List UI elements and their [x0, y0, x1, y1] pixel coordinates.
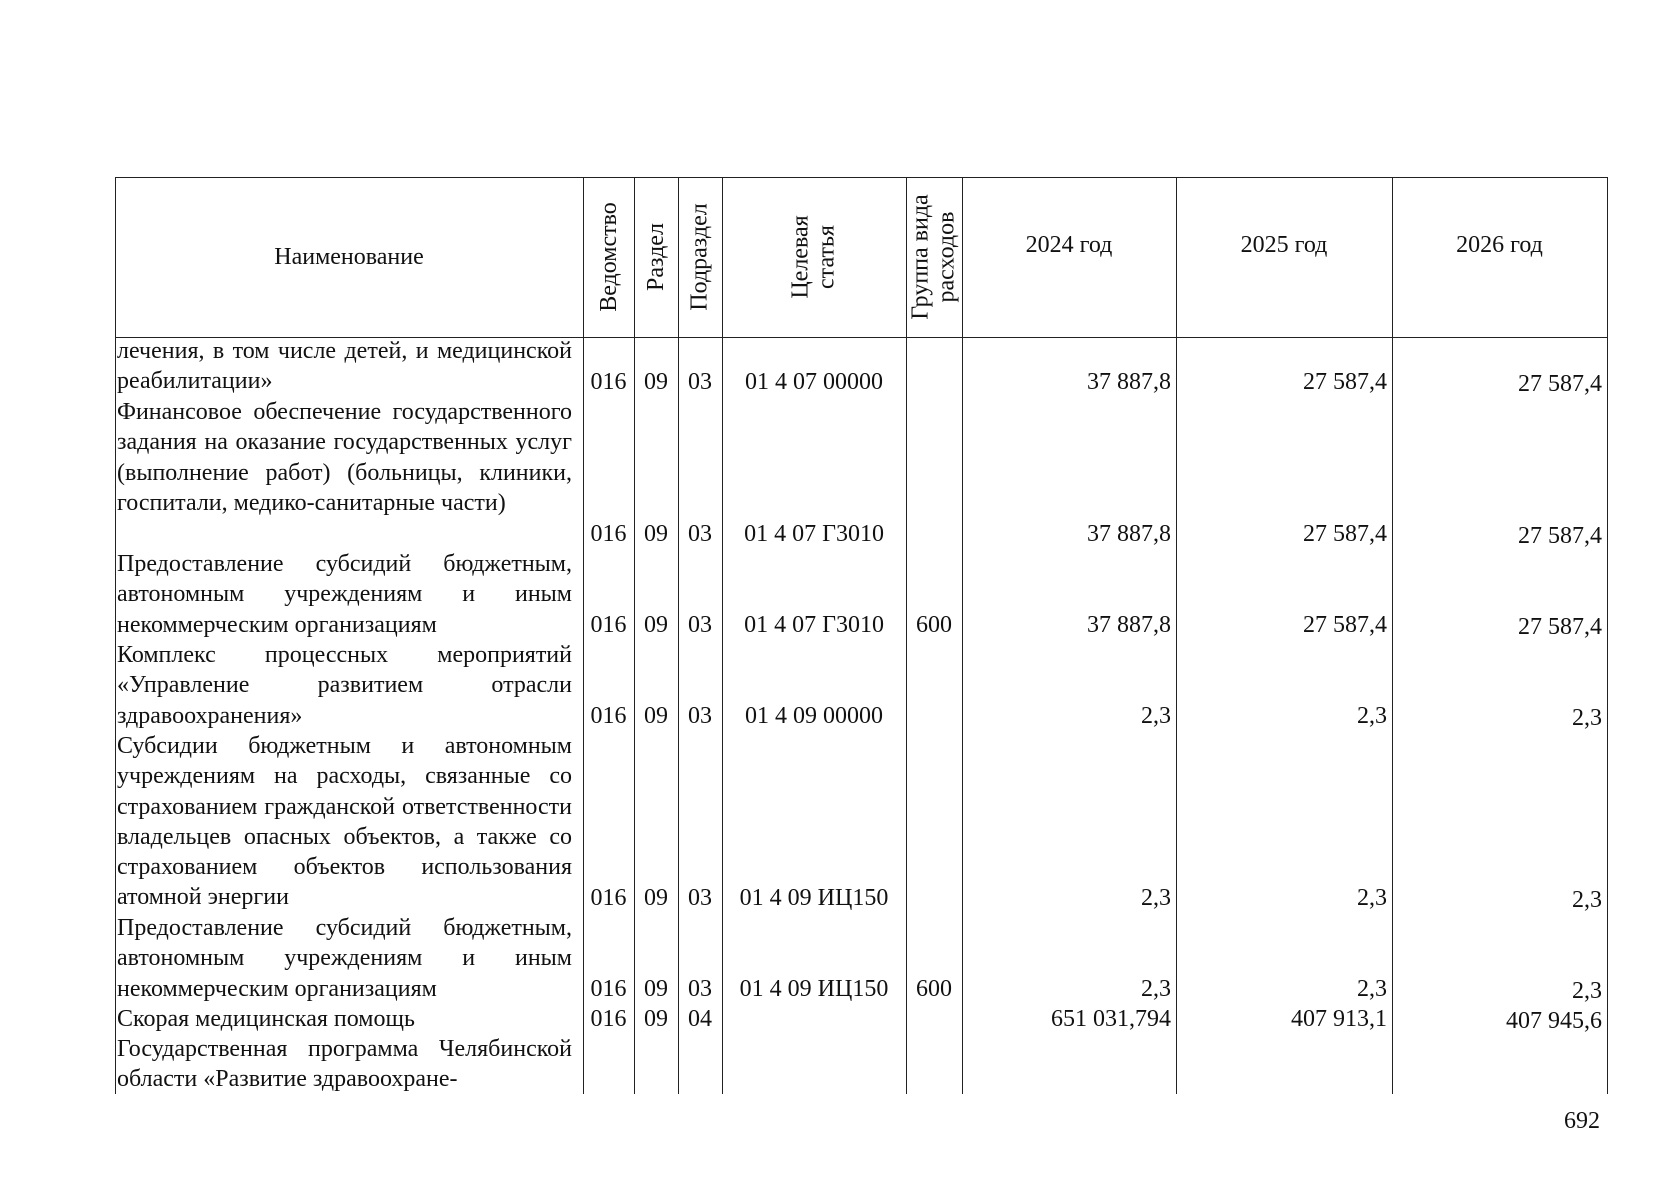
- table-row-name: Предоставление субсидий бюджетным, автономным учреждениям и иным некоммерческим организациям: [117, 551, 572, 638]
- table-row-2024: 651 031,794: [1051, 1006, 1171, 1032]
- table-row-razdel: 09: [644, 885, 668, 911]
- table-row-podrazdel: 03: [688, 521, 712, 547]
- table-row-2024: 37 887,8: [1087, 369, 1171, 395]
- table-row-2025: 2,3: [1357, 885, 1387, 911]
- table-row-2026: 27 587,4: [1518, 614, 1602, 640]
- header-2025: 2025 год: [1240, 232, 1328, 258]
- page-number: 692: [1564, 1108, 1600, 1134]
- table-row-razdel: 09: [644, 369, 668, 395]
- table-row-2025: 27 587,4: [1303, 521, 1387, 547]
- table-row-podrazdel: 03: [688, 612, 712, 638]
- header-gruppa-line2: расходов: [934, 211, 960, 303]
- table-row-razdel: 09: [644, 612, 668, 638]
- table-row-razdel: 09: [644, 703, 668, 729]
- header-podrazdel: Подраздел: [687, 203, 714, 311]
- table-row-tselevaya: 01 4 09 ИЦ150: [739, 885, 889, 911]
- header-2026: 2026 год: [1456, 232, 1543, 258]
- col-border-right: [1607, 177, 1608, 1094]
- table-row-gruppa: 600: [916, 612, 952, 638]
- table-row-razdel: 09: [644, 1006, 668, 1032]
- table-row-2024: 2,3: [1141, 703, 1171, 729]
- table-row-razdel: 09: [644, 521, 668, 547]
- table-row-2025: 2,3: [1357, 976, 1387, 1002]
- table-row-2026: 27 587,4: [1518, 523, 1602, 549]
- header-tselevaya-line2: статья: [813, 225, 840, 289]
- table-row-ved: 016: [590, 1006, 627, 1032]
- table-row-name: Государственная программа Челябинской области «Развитие здравоохране-: [117, 1036, 572, 1093]
- table-row-2024: 2,3: [1141, 976, 1171, 1002]
- table-row-razdel: 09: [644, 976, 668, 1002]
- table-row-name: Субсидии бюджетным и автономным учреждениям на расходы, связанные со страхованием гражданской ответственности владельцев опасных объектов, а также со страхованием объектов использования атомной энергии: [117, 733, 572, 911]
- table-row-2024: 37 887,8: [1087, 612, 1171, 638]
- table-row-podrazdel: 03: [688, 703, 712, 729]
- table-row-tselevaya: 01 4 07 Г3010: [744, 612, 884, 638]
- table-row-2026: 2,3: [1572, 887, 1602, 913]
- header-2024: 2024 год: [1025, 232, 1113, 258]
- table-row-name: лечения, в том числе детей, и медицинской реабилитации»: [117, 338, 572, 395]
- table-row-2026: 407 945,6: [1506, 1008, 1602, 1034]
- table-row-ved: 016: [590, 976, 627, 1002]
- table-row-name: Финансовое обеспечение государственного задания на оказание государственных услуг (выполнение работ) (больницы, клиники, госпитали, медико-санитарные части): [117, 399, 572, 516]
- table-row-2024: 37 887,8: [1087, 521, 1171, 547]
- table-row-ved: 016: [590, 703, 627, 729]
- table-row-ved: 016: [590, 369, 627, 395]
- table-row-name: Предоставление субсидий бюджетным, автономным учреждениям и иным некоммерческим организациям: [117, 915, 572, 1002]
- table-row-tselevaya: 01 4 07 Г3010: [744, 521, 884, 547]
- table-row-2025: 2,3: [1357, 703, 1387, 729]
- table-row-ved: 016: [590, 521, 627, 547]
- table-row-2026: 27 587,4: [1518, 371, 1602, 397]
- table-row-name: Скорая медицинская помощь: [117, 1006, 415, 1032]
- header-gruppa: [906, 177, 962, 337]
- table-row-2026: 2,3: [1572, 978, 1602, 1004]
- table-row-gruppa: 600: [916, 976, 952, 1002]
- table-row-2026: 2,3: [1572, 705, 1602, 731]
- header-name: Наименование: [274, 244, 424, 270]
- table-row-ved: 016: [590, 612, 627, 638]
- table-row-name: Комплекс процессных мероприятий «Управление развитием отрасли здравоохранения»: [117, 642, 572, 729]
- header-vedomstvo: Ведомство: [595, 202, 622, 312]
- table-row-podrazdel: 03: [688, 976, 712, 1002]
- header-gruppa-line1: Группа вида: [908, 194, 934, 320]
- table-row-ved: 016: [590, 885, 627, 911]
- table-row-2024: 2,3: [1141, 885, 1171, 911]
- table-row-tselevaya: 01 4 07 00000: [745, 369, 883, 395]
- header-razdel: Раздел: [643, 223, 670, 291]
- table-row-2025: 27 587,4: [1303, 369, 1387, 395]
- table-row-2025: 407 913,1: [1291, 1006, 1387, 1032]
- table-row-podrazdel: 03: [688, 369, 712, 395]
- table-row-tselevaya: 01 4 09 00000: [745, 703, 883, 729]
- table-row-tselevaya: 01 4 09 ИЦ150: [739, 976, 889, 1002]
- table-row-podrazdel: 04: [688, 1006, 712, 1032]
- table-row-podrazdel: 03: [688, 885, 712, 911]
- table-row-2025: 27 587,4: [1303, 612, 1387, 638]
- header-tselevaya-line1: Целевая: [787, 215, 814, 299]
- header-tselevaya: [722, 177, 906, 337]
